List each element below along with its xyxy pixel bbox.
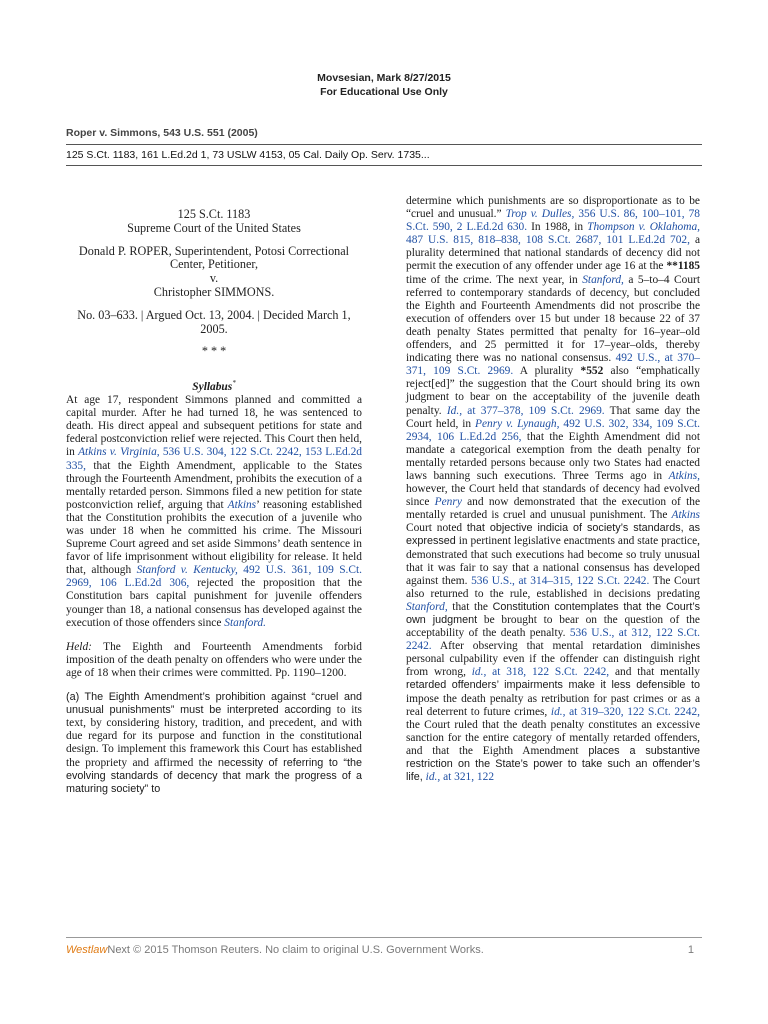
citation-link[interactable]: Id., [446, 404, 463, 417]
petitioner: Donald P. ROPER, Superintendent, Potosi Correctional Center, Petitioner, [78, 243, 350, 272]
case-link-stanford[interactable]: Stanford. [224, 616, 266, 629]
held-paragraph: Held: The Eighth and Fourteenth Amendments forbid imposition of the death penalty on offenders who were under the age of 18 when their crimes were committed. Pp. 1190–1200. [66, 640, 362, 679]
footer-divider [66, 937, 702, 938]
left-column [66, 208, 362, 796]
case-title: Roper v. Simmons, 543 U.S. 551 (2005) [66, 127, 258, 139]
versus: v. [209, 271, 219, 286]
court-name: Supreme Court of the United States [127, 220, 301, 235]
syllabus-heading: Syllabus* [192, 379, 236, 393]
caption-block [66, 208, 362, 359]
right-column [406, 195, 700, 784]
syllabus-paragraph: At age 17, respondent Simmons planned and committed a capital murder. After he had turned 18, he was sentenced to death. His direct appeal and subsequent petitions for state and federal postconviction relief were rejected. This Court then held, in Atkins v. Virginia, 536 U.S. 304, 122 S.Ct. 2242, 153 L.Ed.2d 335, that the Eighth Amendment, applicable to the States through the Fourteenth Amendment, prohibits the execution of a mentally retarded person. Simmons filed a new petition for state postconviction relief, arguing that Atkins’ reasoning established that the Constitution prohibits the execution of a juvenile who was under 18 when he committed his crime. The Missouri Supreme Court agreed and set aside Simmons’ death sentence in favor of life imprisonment without eligibility for release. It held that, although Stanford v. Kentucky, 492 U.S. 361, 109 S.Ct. 2969, 106 L.Ed.2d 306, rejected the proposition that the Constitution bars capital punishment for juvenile offenders younger than 18, a national consensus has developed against the execution of those offenders since Stanford. [66, 394, 362, 629]
holding-point-a: (a) The Eighth Amendment’s prohibition against “cruel and unusual punishments” must be interpreted according to its text, by considering history, tradition, and precedent, and with due regard for its purpose and function in the constitutional design. To implement this framework this Court has established the propriety and affirmed the necessity of referring to “the evolving standards of decency that mark the progress of a maturing society” to [66, 691, 362, 795]
respondent: Christopher SIMMONS. [153, 284, 275, 299]
case-link-atkins[interactable]: Atkins [227, 498, 257, 511]
case-link-penry[interactable]: Penry v. Lynaugh, [475, 417, 560, 430]
case-link-penry[interactable]: Penry [434, 496, 462, 509]
citation-link[interactable]: 536 U.S. 304, 122 S.Ct. 2242, 153 L.Ed.2d 335, [66, 446, 362, 472]
case-link-stanford[interactable]: Stanford, [406, 600, 448, 613]
citation-link[interactable]: 492 U.S. 302, 334, 109 S.Ct. 2934, 106 L.Ed.2d 256, [406, 417, 701, 443]
case-link-atkins[interactable]: Atkins, [668, 469, 700, 482]
reporter-citation: 125 S.Ct. 1183 [177, 207, 251, 221]
body-paragraph: determine which punishments are so disproportionate as to be “cruel and unusual.” Trop v. Dulles, 356 U.S. 86, 100–101, 78 S.Ct. 590, 2 L.Ed.2d 630. In 1988, in Thompson v. Oklahoma, 487 U.S. 815, 818–838, 108 S.Ct. 2687, 101 L.Ed.2d 702, a plurality determined that national standards of decency did not permit the execution of any offender under age 16 at the **1185 time of the crime. The next year, in Stanford, a 5–to–4 Court referred to contemporary standards of decency, but concluded the Eighth and Fourteenth Amendments did not proscribe the execution of offenders over 15 but under 18 because 22 of 37 death penalty States permitted that penalty for 16–year–old offenders, and 25 permitted it for 17–year–olds, thereby indicating there was no national consensus. 492 U.S., at 370–371, 109 S.Ct. 2969. A plurality *552 also “emphatically reject[ed]” the suggestion that the Court should bring its own judgment to bear on the acceptability of the juvenile death penalty. Id., at 377–378, 109 S.Ct. 2969. That same day the Court held, in Penry v. Lynaugh, 492 U.S. 302, 334, 109 S.Ct. 2934, 106 L.Ed.2d 256, that the Eighth Amendment did not mandate a categorical exemption from the death penalty for mentally retarded persons because only two States had enacted laws banning such executions. Three Terms ago in Atkins, however, the Court held that standards of decency had evolved since Penry and now demonstrated that the execution of the mentally retarded is cruel and unusual punishment. The Atkins Court noted that objective indicia of society’s standards, as expressed in pertinent legislative enactments and state practice, demonstrated that such executions had become so truly unusual that it was fair to say that a national consensus has developed against them. 536 U.S., at 314–315, 122 S.Ct. 2242. The Court also returned to the rule, established in decisions predating Stanford, that the Constitution contemplates that the Court’s own judgment be brought to bear on the question of the acceptability of the death penalty. 536 U.S., at 312, 122 S.Ct. 2242. After observing that mental retardation diminishes personal culpability even if the offender can distinguish right from wrong, id., at 318, 122 S.Ct. 2242, and that mentally retarded offenders’ impairments make it less defensible to impose the death penalty as retribution for past crimes or as a real deterrent to future crimes, id., at 319–320, 122 S.Ct. 2242, the Court ruled that the death penalty constitutes an excessive sanction for the entire category of mentally retarded offenders, and that the Eighth Amendment places a substantive restriction on the State’s power to take such an offender’s life, id., at 321, 122 [406, 195, 701, 784]
case-link-atkins[interactable]: Atkins v. Virginia, [78, 446, 160, 459]
citation-link[interactable]: 492 U.S. 361, 109 S.Ct. 2969, 106 L.Ed.2d 306, [66, 564, 362, 590]
document-header-notice: For Educational Use Only [320, 86, 448, 98]
citation-link[interactable]: 487 U.S. 815, 818–838, 108 S.Ct. 2687, 101 L.Ed.2d 702, [406, 234, 690, 247]
case-link-trop[interactable]: Trop v. Dulles, [505, 208, 575, 221]
citation-link[interactable]: 536 U.S., at 312, 122 S.Ct. 2242. [406, 627, 700, 653]
citation-link[interactable]: id., at 321, 122 [425, 771, 495, 784]
case-link-stanford[interactable]: Stanford, [582, 273, 624, 286]
citation-link[interactable]: 492 U.S., at 370–371, 109 S.Ct. 2969. [406, 352, 700, 378]
section-break: * * * [201, 344, 227, 359]
case-link-atkins[interactable]: Atkins [671, 509, 700, 522]
citation-link[interactable]: id., at 318, 122 S.Ct. 2242, [471, 666, 610, 679]
copyright-notice: 2015 Thomson Reuters. No claim to original U.S. Government Works. [144, 944, 484, 956]
citation-link[interactable]: 356 U.S. 86, 100–101, 78 S.Ct. 590, 2 L.Ed.2d 630. [406, 208, 701, 234]
case-link-thompson[interactable]: Thompson v. Oklahoma, [587, 221, 700, 234]
case-link-stanford[interactable]: Stanford v. Kentucky, [136, 564, 238, 577]
citation-link[interactable]: id., at 319–320, 122 S.Ct. 2242, [550, 705, 700, 718]
citation-link[interactable]: at 377–378, 109 S.Ct. 2969. [467, 404, 605, 417]
page-footer [66, 944, 702, 964]
copyright-symbol: © [133, 944, 142, 956]
docket-line: No. 03–633. | Argued Oct. 13, 2004. | Decided March 1, 2005. [77, 307, 351, 336]
divider [66, 165, 702, 166]
parallel-citations: 125 S.Ct. 1183, 161 L.Ed.2d 1, 73 USLW 4153, 05 Cal. Daily Op. Serv. 1735... [66, 149, 430, 161]
citation-link[interactable]: 536 U.S., at 314–315, 122 S.Ct. 2242. [471, 574, 650, 587]
divider [66, 144, 702, 145]
page-number: 1 [687, 944, 694, 956]
document-header-name: Movsesian, Mark 8/27/2015 [317, 72, 451, 84]
westlaw-logo: WestlawNext [66, 944, 130, 956]
